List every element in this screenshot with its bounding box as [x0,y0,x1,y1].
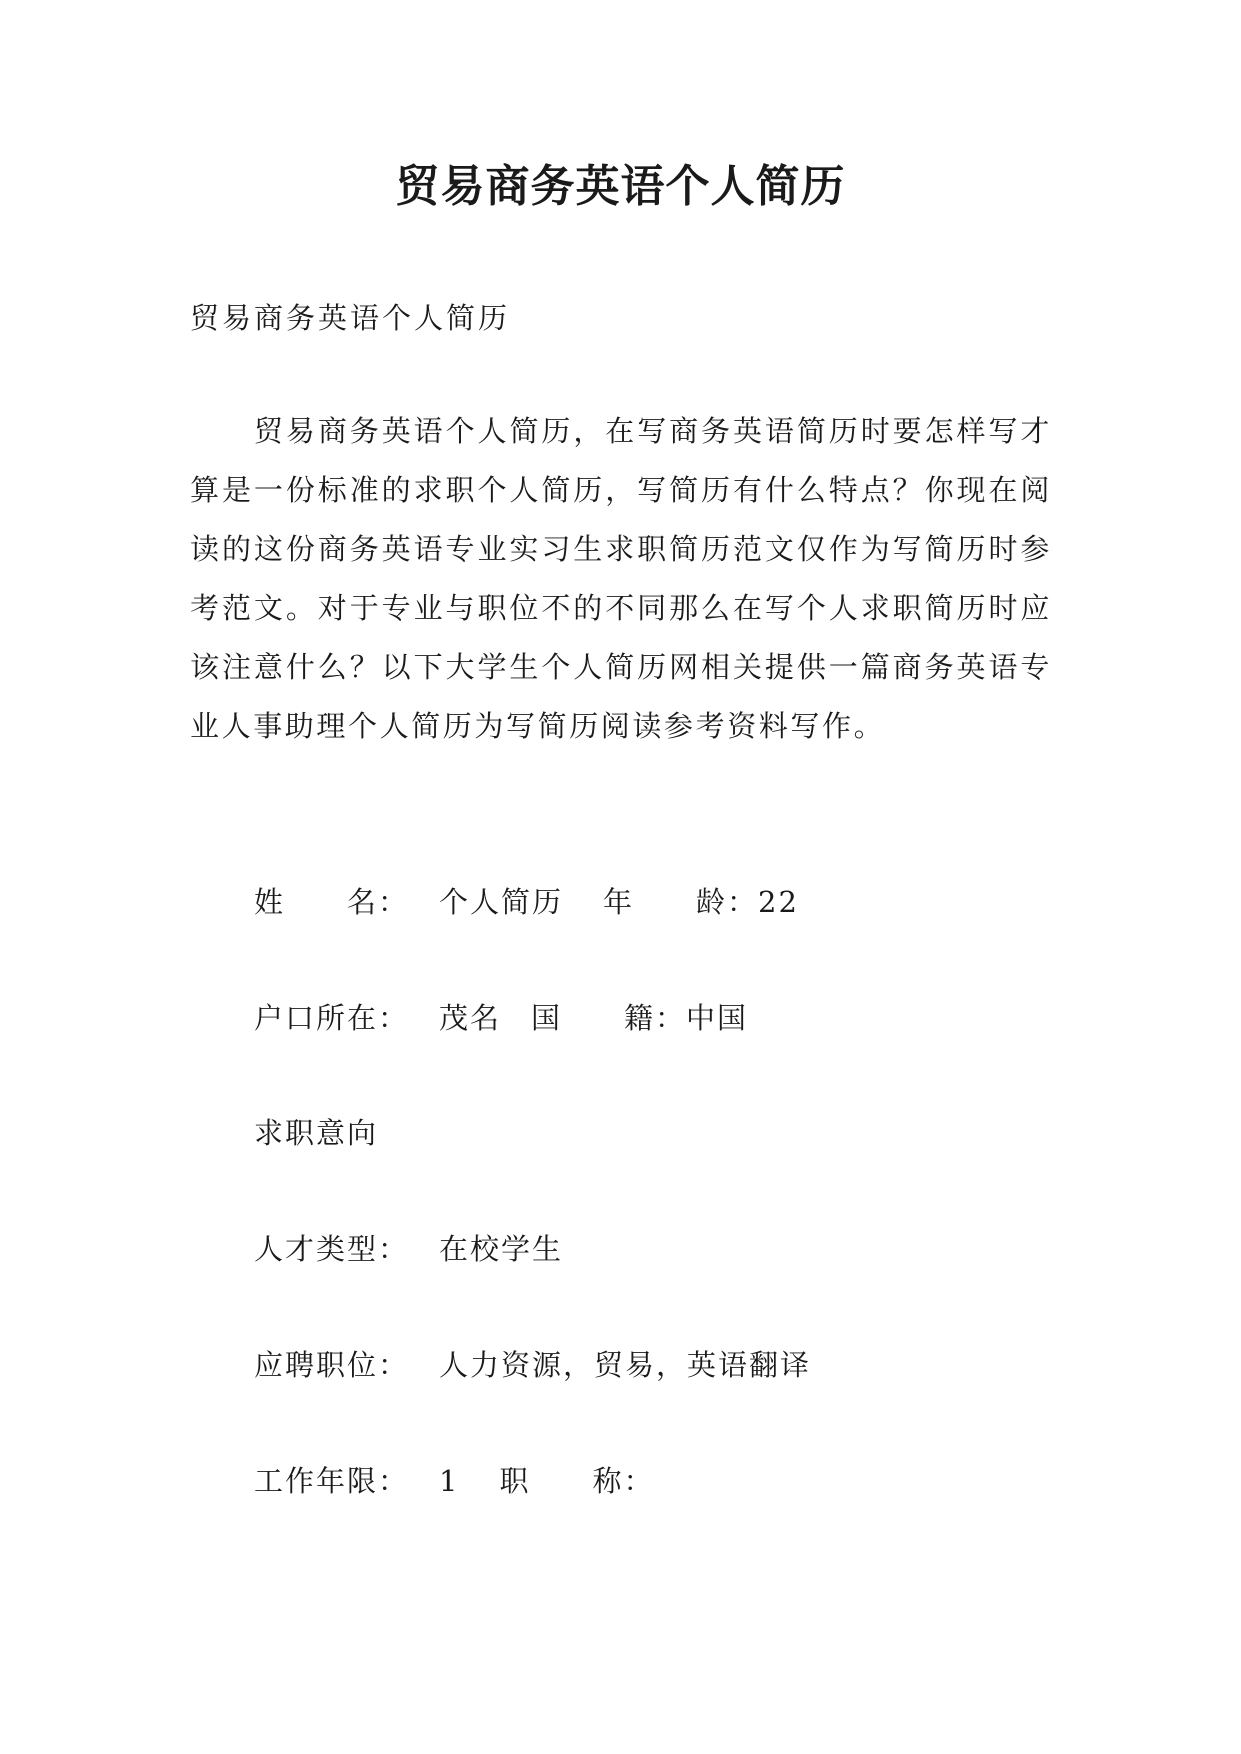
talent-type-row [254,1227,563,1268]
nationality-value: 中国 [686,1001,749,1035]
age-value: 22 [758,885,799,919]
job-title-label: 职 称： [499,1464,655,1498]
document-title: 贸易商务英语个人简历 [395,161,846,212]
work-years-value: 1 [439,1464,460,1498]
name-value: 个人简历 [439,885,564,919]
age-label: 年 龄： [603,885,759,919]
work-years-row [254,1459,654,1500]
position-value: 人力资源，贸易，英语翻译 [439,1348,812,1382]
position-label: 应聘职位： [254,1348,410,1382]
hukou-label: 户口所在： [254,1001,410,1035]
hukou-value: 茂名 [439,1001,502,1035]
talent-type-value: 在校学生 [439,1232,564,1266]
intent-heading-text: 求职意向 [254,1116,379,1150]
intent-heading [254,1111,378,1152]
nationality-label: 国 籍： [531,1001,687,1035]
name-age-row [254,880,799,921]
document-subtitle: 贸易商务英语个人简历 [190,301,511,335]
work-years-label: 工作年限： [254,1464,410,1498]
talent-type-label: 人才类型： [254,1232,410,1266]
name-label: 姓 名： [254,885,410,919]
hukou-nationality-row [254,996,748,1037]
position-row [254,1343,811,1384]
intro-paragraph: 贸易商务英语个人简历，在写商务英语简历时要怎样写才算是一份标准的求职个人简历，写简历有什么特点？你现在阅读的这份商务英语专业实习生求职简历范文仅作为写简历时参考范文。对于专业与职位不的不同那么在写个人求职简历时应该注意什么？以下大学生个人简历网相关提供一篇商务英语专业人事助理个人简历为写简历阅读参考资料写作。 [190,414,1052,743]
